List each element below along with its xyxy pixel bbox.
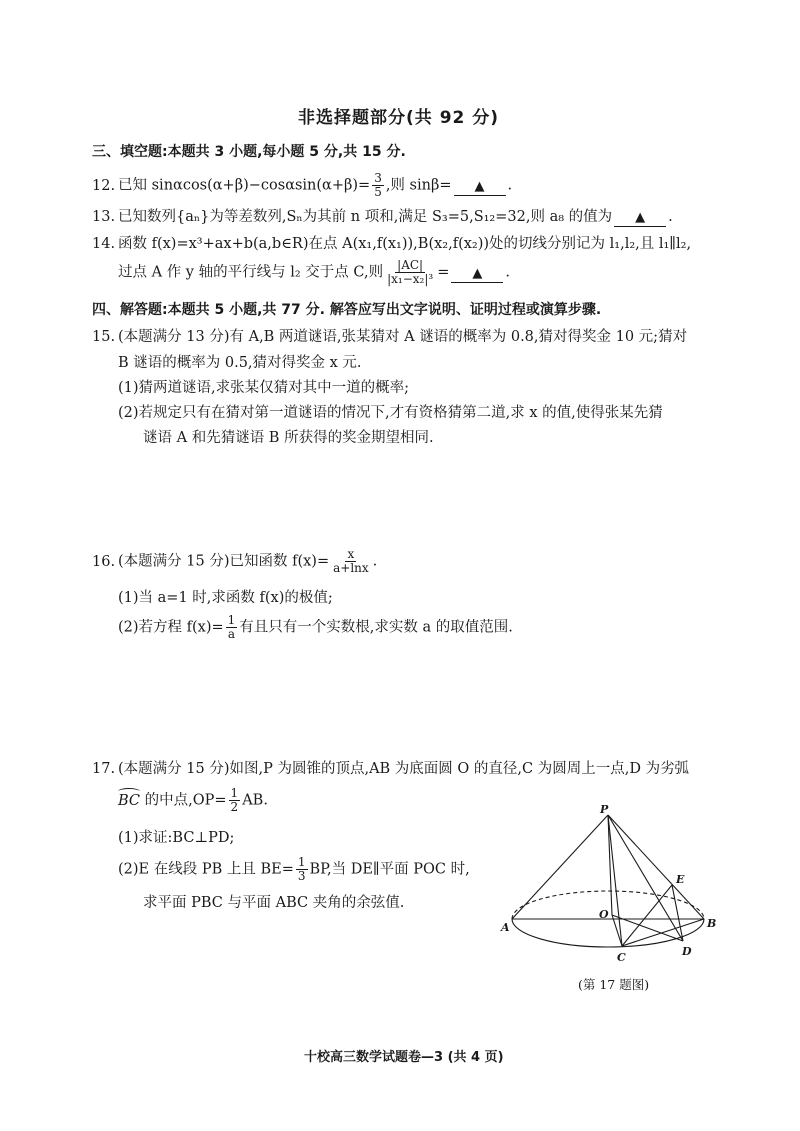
label-o: O [599, 908, 609, 921]
question-17-part1: (1)求证:BC⊥PD; [118, 830, 235, 846]
denominator: 5 [374, 185, 382, 199]
denominator: |x₁−x₂|³ [387, 272, 434, 286]
question-14-line2 [118, 259, 510, 286]
answer-blank [454, 178, 506, 196]
denominator: 3 [297, 869, 306, 883]
fraction [331, 548, 371, 575]
base-ellipse-front [512, 919, 704, 947]
question-17-line1 [92, 757, 689, 778]
question-17-part2-line1 [118, 856, 470, 883]
denominator: a+lnx [333, 561, 369, 575]
period: . [505, 264, 510, 281]
denominator: a [227, 627, 236, 641]
question-17-line2 [118, 787, 268, 814]
label-e: E [676, 873, 685, 886]
section-heading-answers: 四、解答题:本题共 5 小题,共 77 分. 解答应写出文字说明、证明过程或演算步骤. [92, 302, 602, 318]
question-text: 已知数列{aₙ}为等差数列,Sₙ为其前 n 项和,满足 S₃=5,S₁₂=32,则 a₈ 的值为 [118, 209, 613, 225]
triangle-icon: ▲ [472, 265, 483, 281]
question-text: 已知 sinαcos(α+β)−cosαsin(α+β)= [118, 177, 371, 194]
fraction [385, 259, 435, 286]
question-number: 15. [92, 329, 116, 345]
question-text: 函数 f(x)=x³+ax+b(a,b∈R)在点 A(x₁,f(x₁)),B(x₂,f(x₂))处的切线分别记为 l₁,l₂,且 l₁∥l₂, [118, 236, 692, 252]
question-number: 12. [92, 177, 116, 194]
question-15-line2: B 谜语的概率为 0.5,猜对得奖金 x 元. [118, 355, 362, 371]
label-a: A [501, 921, 510, 934]
question-text: 的中点,OP= [140, 792, 227, 809]
equals-sign: = [437, 264, 450, 281]
numerator: |AC| [397, 258, 424, 272]
figure-caption: (第 17 题图) [578, 977, 650, 992]
question-text: (2)若方程 f(x)= [118, 619, 224, 636]
fraction [372, 172, 384, 199]
period: . [372, 553, 378, 570]
page-footer: 十校高三数学试题卷—3 (共 4 页) [304, 1050, 504, 1065]
fraction [296, 856, 308, 883]
question-number: 14. [92, 236, 116, 252]
triangle-icon: ▲ [635, 210, 646, 225]
triangle-icon: ▲ [474, 178, 485, 194]
question-text: (本题满分 15 分)如图,P 为圆锥的顶点,AB 为底面圆 O 的直径,C 为圆周上一点,D 为劣弧 [118, 761, 690, 777]
question-16-line1 [92, 548, 377, 575]
question-number: 13. [92, 209, 116, 225]
question-15-part1: (1)猜两道谜语,求张某仅猜对其中一道的概率; [118, 380, 410, 396]
answer-blank [451, 265, 503, 283]
question-14-line1 [92, 232, 691, 253]
question-number: 17. [92, 761, 116, 777]
question-16-part2 [118, 614, 513, 641]
arc-bc: BC [118, 792, 141, 809]
label-c: C [617, 951, 626, 964]
numerator: x [347, 547, 355, 561]
edge-pb [608, 815, 704, 919]
question-13 [92, 205, 673, 227]
numerator: 1 [227, 613, 236, 627]
question-text: 过点 A 作 y 轴的平行线与 l₂ 交于点 C,则 [118, 264, 384, 281]
numerator: 1 [230, 786, 239, 800]
question-12 [92, 172, 512, 199]
numerator: 1 [297, 855, 306, 869]
period: . [668, 209, 673, 225]
question-16-part1: (1)当 a=1 时,求函数 f(x)的极值; [118, 590, 333, 606]
question-17-part2-line2: 求平面 PBC 与平面 ABC 夹角的余弦值. [143, 895, 405, 911]
answer-blank [614, 209, 666, 227]
question-15-line1 [92, 325, 687, 346]
section-heading-fill-in: 三、填空题:本题共 3 小题,每小题 5 分,共 15 分. [92, 144, 406, 160]
question-text: (本题满分 15 分)已知函数 f(x)= [118, 553, 330, 570]
question-text: AB. [242, 792, 268, 809]
cone-figure [500, 805, 725, 970]
period: . [507, 177, 513, 194]
question-15-part2-line1: (2)若规定只有在猜对第一道谜语的情况下,才有资格猜第二道,求 x 的值,使得张某先猜 [118, 405, 663, 421]
label-p: P [600, 805, 609, 816]
question-text: (本题满分 13 分)有 A,B 两道谜语,张某猜对 A 谜语的概率为 0.8,猜对得奖金 10 元;猜对 [118, 329, 688, 345]
fraction [229, 787, 241, 814]
question-text: 有且只有一个实数根,求实数 a 的取值范围. [239, 619, 513, 636]
denominator: 2 [230, 800, 239, 814]
label-d: D [682, 945, 692, 958]
label-b: B [707, 917, 717, 930]
fraction [226, 614, 238, 641]
page-title: 非选择题部分(共 92 分) [298, 108, 500, 128]
question-text: (2)E 在线段 PB 上且 BE= [118, 861, 294, 878]
question-text: ,则 sinβ= [385, 177, 452, 194]
question-number: 16. [92, 553, 116, 570]
numerator: 3 [374, 171, 382, 185]
edge-pa [512, 815, 608, 919]
question-15-part2-line2: 谜语 A 和先猜谜语 B 所获得的奖金期望相同. [143, 430, 434, 446]
question-text: BP,当 DE∥平面 POC 时, [309, 861, 470, 878]
segment-ec [622, 885, 672, 946]
